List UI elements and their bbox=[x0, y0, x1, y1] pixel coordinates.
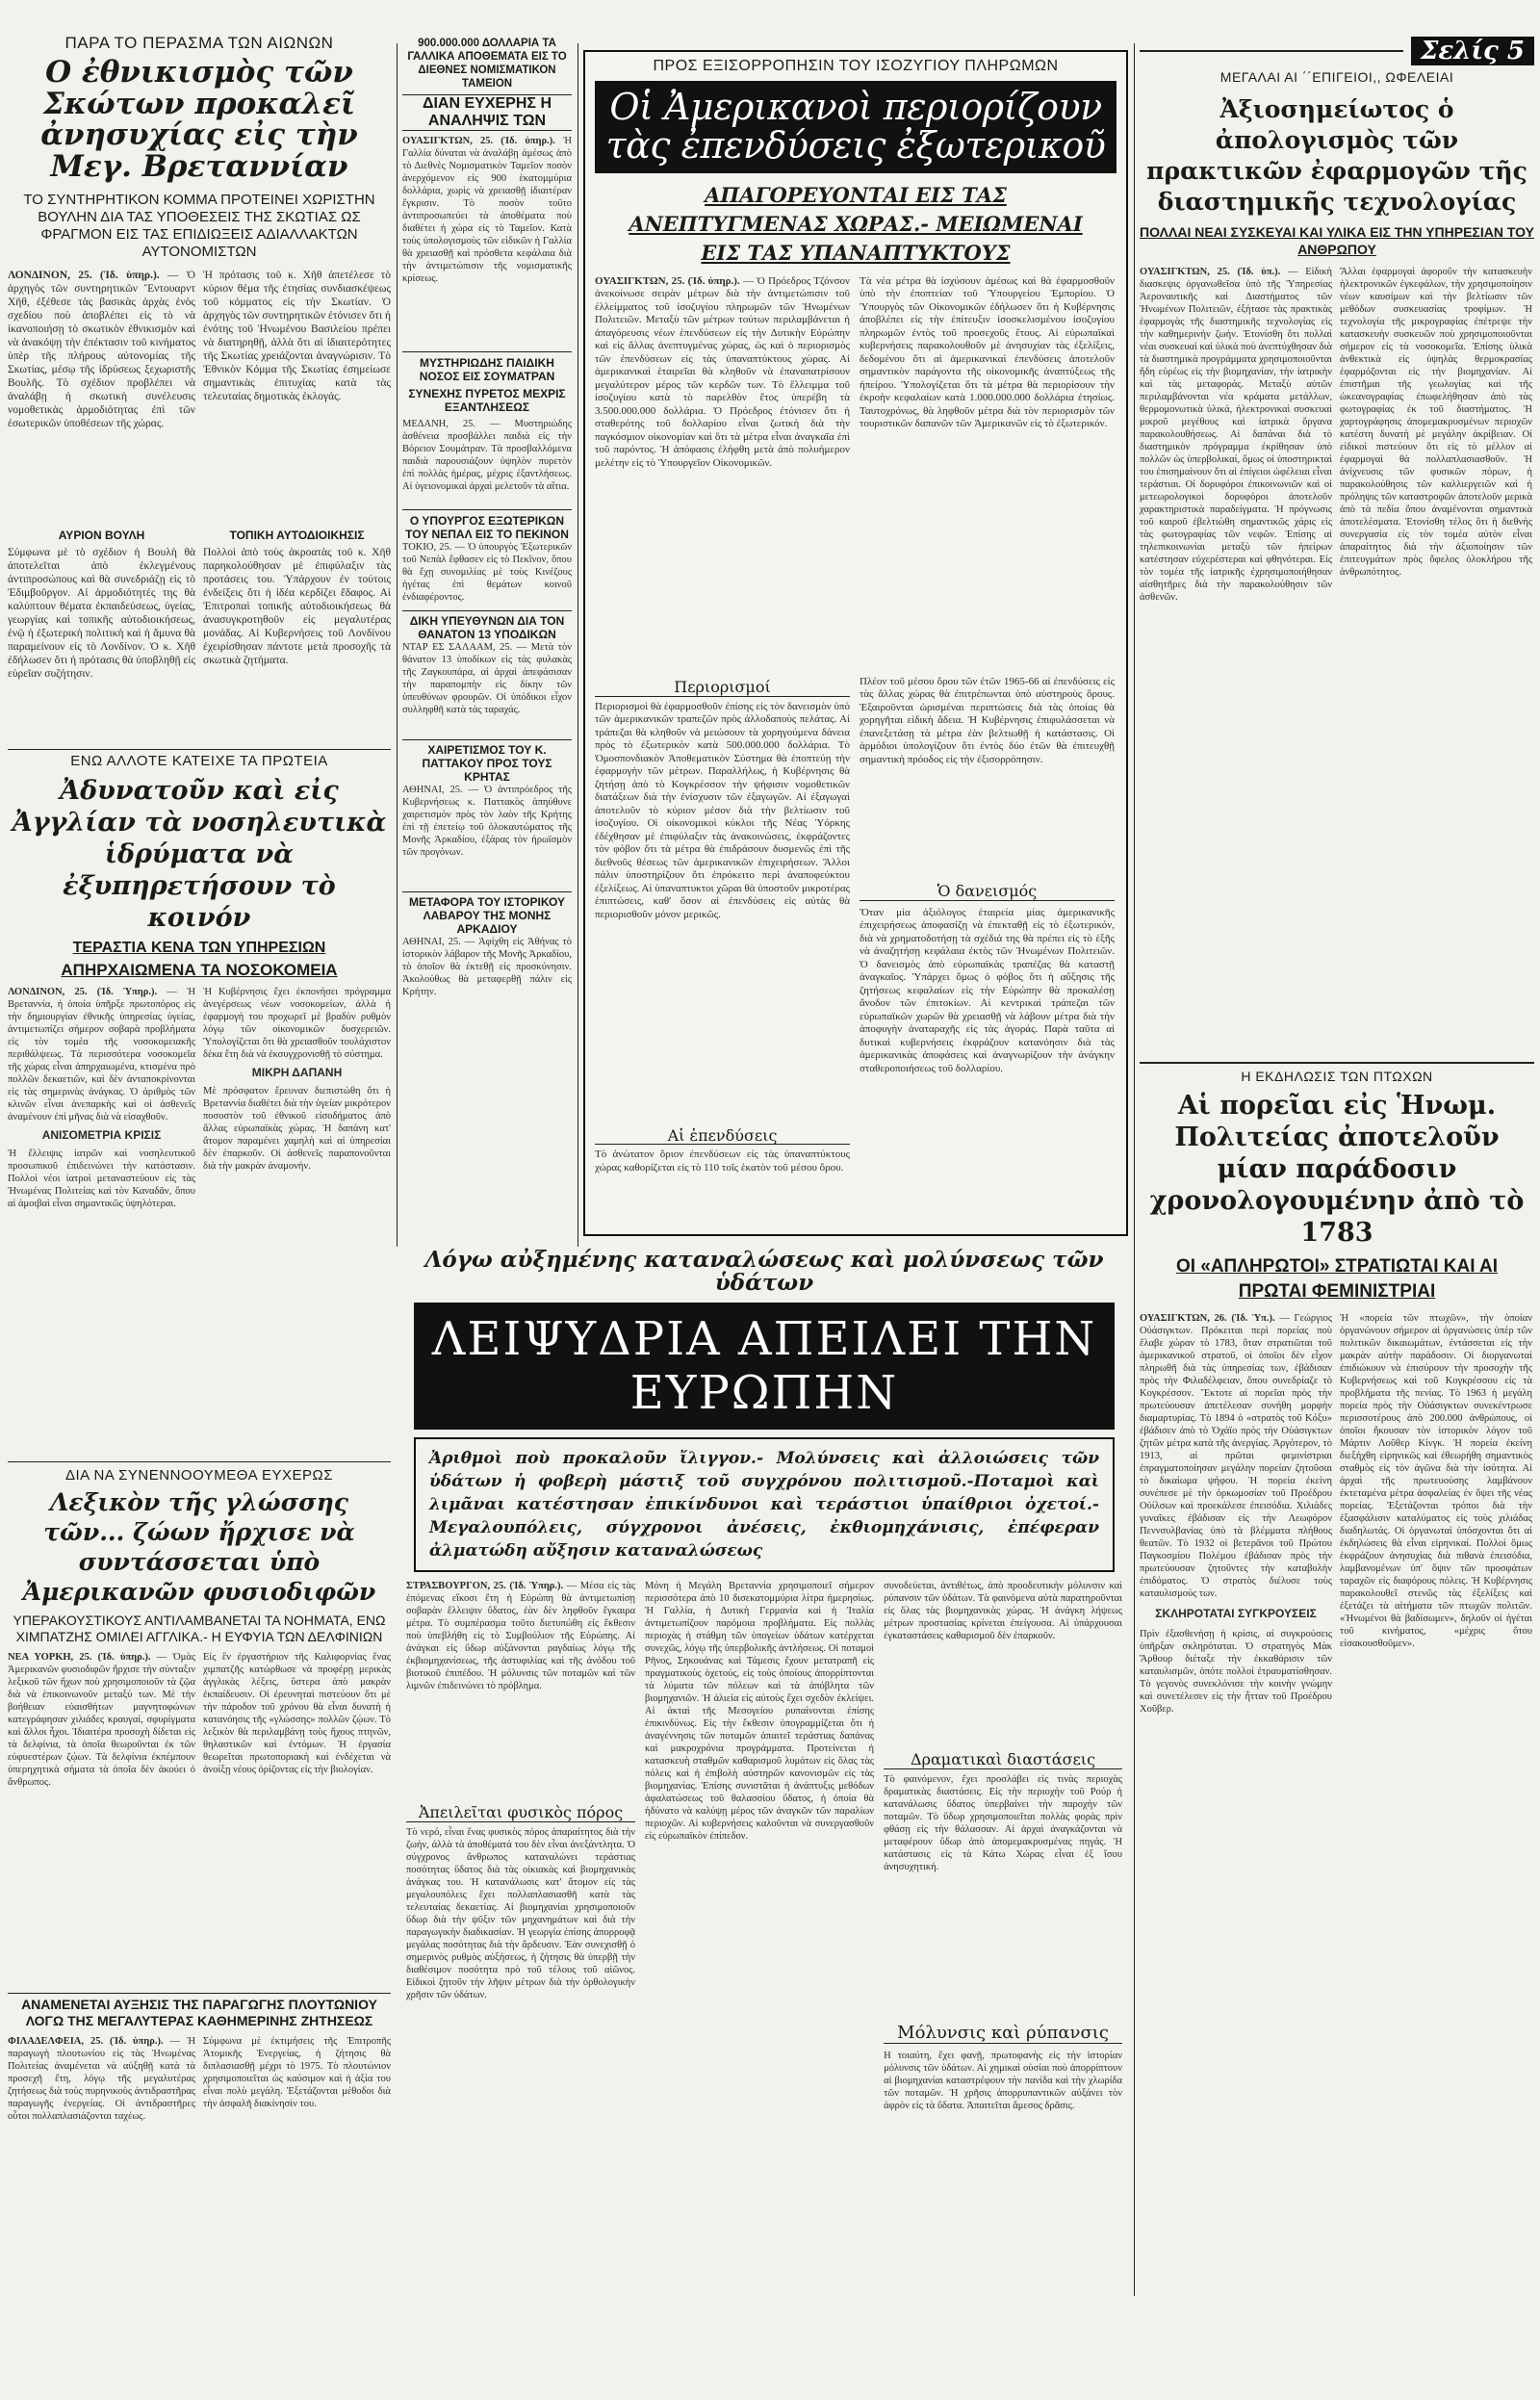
story-divider bbox=[402, 509, 572, 510]
story-us-investment: ΠΡΟΣ ΕΞΙΣΟΡΡΟΠΗΣΙΝ ΤΟΥ ΙΣΟΖΥΓΙΟΥ ΠΛΗΡΩΜΩΝ Οἱ Ἀμερικανοὶ περιορίζουν τὰς ἐπενδύσεις ἐξωτερικοῦ ΑΠΑΓΟΡΕΥΟΝΤΑΙ ΕΙΣ ΤΑΣ ΑΝΕΠΤΥΓΜΕΝΑΣ ΧΩΡΑΣ.- ΜΕΙΩΜΕΝΑΙ ΕΙΣ ΤΑΣ ΥΠΑΝΑΠΤΥΚΤΟΥΣ ΟΥΑΣΙΓΚΤΩΝ, 25. (Ἰδ. ὑπηρ.). — Ὁ Πρόεδρος Τζόνσον ἀνεκοίνωσε σειρὰν μέτρων διὰ τὴν ἀντιμετώπισιν τοῦ ἐλλείμματος τοῦ ἰσοζυγίου πληρωμῶν τῶν Ἡνωμένων Πολιτειῶν. Μεταξὺ τῶν μέτρων τούτων περιλαμβάνεται ἡ ἀπαγόρευσις νέων ἐπενδύσεων εἰς τὴν Δυτικὴν Εὐρώπην καὶ εἰς ἄλλας ἀνεπτυγμένας χώρας, ὡς καὶ ὁ περιορισμὸς τῶν ἐπενδύσεων εἰς τὰς ὑπαναπτύκτους χώρας. Αἱ ἀμερικανικαὶ ἑταιρεῖαι θὰ κληθοῦν νὰ ἐπαναπατρίσουν μεγαλύτερον μέρος τῶν κερδῶν των. Τὸ ἔλλειμμα τοῦ ἰσοζυγίου κατὰ τὸ παρελθὸν ἔτος ὑπερέβη τὰ 3.500.000.000 δολλάρια. Ὁ Πρόεδρος ἐτόνισεν ὅτι ἡ σταθερότης τοῦ δολλαρίου εἶναι ζωτικὴ διὰ τὴν παγκόσμιον οἰκονομίαν καὶ ὅτι τὰ μέτρα εἶναι ἀναγκαῖα ἐπὶ τοῦ παρόντος. Ἡ ἀπόφασις ἐλήφθη μετὰ ἀπὸ πολυήμερον μελέτην εἰς τὸ Ὑπουργεῖον Οἰκονομικῶν. Τὰ νέα μέτρα θὰ ἰσχύσουν ἀμέσως καὶ θὰ ἐφαρμοσθοῦν ὑπὸ τὴν ἐποπτείαν τοῦ Ὑπουργείου Ἐμπορίου. Ὁ Ὑπουργὸς τῶν Οἰκονομικῶν ἐδήλωσεν ὅτι ἡ Κυβέρνησις ἀποβλέπει εἰς τὴν ἐπίτευξιν ἰσοσκελισμένου ἰσοζυγίου πληρωμῶν ἐντὸς τοῦ προσεχοῦς ἔτους. Αἱ εὐρωπαϊκαὶ κυβερνήσεις παρακολουθοῦν μὲ ἀνησυχίαν τὰς ἐξελίξεις, δεδομένου ὅτι αἱ ἀμερικανικαὶ ἐπενδύσεις ἀποτελοῦν σημαντικὸν παράγοντα τῆς οἰκονομικῆς ἀναπτύξεως τῆς ἠπείρου. Ὑπολογίζεται ὅτι τὰ μέτρα θὰ περιορίσουν τὴν ἐκροὴν κεφαλαίων κατὰ 1.000.000.000 δολλάρια ἐτησίως. Ταυτοχρόνως, θὰ ληφθοῦν μέτρα διὰ τὸν περιορισμὸν τῶν τουριστικῶν δαπανῶν τῶν Ἀμερικανῶν εἰς τὸ ἐξωτερικόν. Περιορισμοί Περιορισμοὶ θὰ ἐφαρμοσθοῦν ἐπίσης εἰς τὸν δανεισμὸν ὑπὸ τῶν ἀμερικανικῶν τραπεζῶν πρὸς ἀλλοδαποὺς πελάτας. Αἱ τράπεζαι θὰ κληθοῦν νὰ μειώσουν τὰ χορηγούμενα δάνεια πρὸς τὸ ἐξωτερικὸν κατὰ 500.000.000 δολλάρια. Τὸ Ὁμοσπονδιακὸν Ἀποθεματικὸν Σύστημα θὰ ἐποπτεύῃ τὴν ἐφαρμογὴν τῶν μέτρων. Παραλλήλως, ἡ Κυβέρνησις θὰ ζητήσῃ ἀπὸ τὸ Κογκρέσσον τὴν ψήφισιν νομοθετικῶν διατάξεων διὰ τὴν ἐνίσχυσιν τῶν ἐξαγωγῶν. Αἱ ἐξαγωγαὶ ἀποτελοῦν τὸ κύριον μέσον διὰ τὴν βελτίωσιν τοῦ ἰσοζυγίου. Οἱ οἰκονομικοὶ κύκλοι τῆς Νέας Ὑόρκης ἐδέχθησαν μὲ ἐπιφύλαξιν τὰς ἀνακοινώσεις, ἐκφράζοντες τὸν φόβον ὅτι τὰ μέτρα θὰ ἐπιδράσουν δυσμενῶς ἐπὶ τῆς διεθνοῦς θέσεως τῶν ἀμερικανικῶν ἐπιχειρήσεων. Ἄλλοι πάλιν ὑποστηρίζουν ὅτι ἐπρόκειτο περὶ ἀναποφεύκτου ἐξελίξεως. Αἱ ὑπαναπτυκτοι χῶραι θὰ ὑποστοῦν μικροτέρας ἐπιπτώσεις, καθ' ὅσον αἱ ἐπενδύσεις εἰς αὐτὰς θὰ περιορισθοῦν μόνον μερικῶς. Αἱ ἐπενδύσεις Τὸ ἀνώτατον ὅριον ἐπενδύσεων εἰς τὰς ὑπαναπτύκτους χώρας καθορίζεται εἰς τὸ 110 τοῖς ἑκατὸν τοῦ μέσου ὅρου. Πλέον τοῦ μέσου ὅρου τῶν ἐτῶν 1965-66 αἱ ἐπενδύσεις εἰς τὰς ἄλλας χώρας θὰ ἐπιτρέπωνται ὑπὸ αὐστηροὺς ὅρους. Ἐξαιροῦνται ὡρισμέναι περιπτώσεις διὰ τὰς ὁποίας θὰ χορηγῆται εἰδικὴ ἄδεια. Ἡ Κυβέρνησις ἐπιφυλάσσεται νὰ ἐπανεξετάσῃ τὰ μέτρα ἐὰν βελτιωθῇ ἡ κατάστασις. Οἱ ἀρμόδιοι ὑπολογίζουν ὅτι ἐντὸς δύο ἐτῶν θὰ ἐπιτευχθῇ σημαντικὴ πρόοδος εἰς τὴν ἐξισορρόπησιν. Ὁ δανεισμός Ὅταν μία ἀξιόλογος ἑταιρεία μίας ἀμερικανικῆς ἐπιχειρήσεως ἀποφασίζῃ νὰ ἐπεκταθῇ εἰς τὸ ἐξωτερικόν, διὰ νὰ χρηματοδοτήσῃ τὰ σχέδιά της θὰ πρέπει εἰς τὸ ἑξῆς νὰ ἀναζητήσῃ κεφάλαια ἐκτὸς τῶν Ἡνωμένων Πολιτειῶν. Ὁ δανεισμὸς ἀπὸ εὐρωπαϊκὰς τραπέζας θὰ καταστῇ ἀναγκαῖος. Ὑπάρχει ὅμως ὁ φόβος ὅτι ἡ αὔξησις τῆς ζητήσεως κεφαλαίων εἰς τὴν Εὐρώπην θὰ προκαλέσῃ ἄνοδον τῶν ἐπιτοκίων. Αἱ κεντρικαὶ τράπεζαι τῶν εὐρωπαϊκῶν χωρῶν θὰ χρειασθῇ νὰ λάβουν μέτρα διὰ τὴν ἀποφυγὴν ἀναταραχῆς εἰς τὰς ἀγοράς. Παρὰ ταῦτα αἱ δυτικαὶ κυβερνήσεις ἐκφράζουν κατανόησιν διὰ τὰς ἀμερικανικὰς ἀποφάσεις καὶ ἀναγνωρίζουν τὴν ἀνάγκην σταθεροποιήσεως τοῦ δολλαρίου. bbox=[583, 50, 1128, 1236]
headline: ΛΕΙΨΥΔΡΙΑ ΑΠΕΙΛΕΙ ΤΗΝ ΕΥΡΩΠΗΝ bbox=[414, 1303, 1115, 1430]
headline: Ο ἐθνικισμὸς τῶν Σκώτων προκαλεῖ ἀνησυχίας εἰς τὴν Μεγ. Βρεταννίαν bbox=[40, 55, 358, 184]
deck: Ἀριθμοὶ ποὺ προκαλοῦν ἴλιγγον.- Μολύνσεις καὶ ἀλλοιώσεις τῶν ὑδάτων ἡ φοβερὴ μάστιξ τοῦ συγχρόνου πολιτισμοῦ.-Ποταμοὶ καὶ λιμᾶναι κατέστησαν ἐπικίνδυνοι καὶ τεράστιοι ὑπαίθριοι ὀχετοί.- Μεγαλουπόλεις, σύγχρονοι ἀνέσεις, ἐκθιομηχάνισις, ἐπέφεραν ἀλματώδη αὔξησιν καταναλώσεως bbox=[414, 1437, 1115, 1572]
kicker: Λόγω αὐξημένης καταναλώσεως καὶ μολύνσεως τῶν ὑδάτων bbox=[424, 1247, 1104, 1297]
kicker: Η ΕΚΔΗΛΩΣΙΣ ΤΩΝ ΠΤΩΧΩΝ bbox=[1241, 1069, 1433, 1084]
headline: ΜΕΤΑΦΟΡΑ ΤΟΥ ΙΣΤΟΡΙΚΟΥ ΛΑΒΑΡΟΥ ΤΗΣ ΜΟΝΗΣ ΑΡΚΑΔΙΟΥ bbox=[402, 891, 572, 936]
story-space-tech: Σελίς 5 ΜΕΓΑΛΑΙ ΑΙ ΄΄ΕΠΙΓΕΙΟΙ,, ΩΦΕΛΕΙΑΙ Ἀξιοσημείωτος ὁ ἀπολογισμὸς τῶν πρακτικῶν ἐφαρμογῶν τῆς διαστημικῆς τεχνολογίας ΠΟΛΛΑΙ ΝΕΑΙ ΣΥΣΚΕΥΑΙ ΚΑΙ ΥΛΙΚΑ ΕΙΣ ΤΗΝ ΥΠΗΡΕΣΙΑΝ ΤΟΥ ΑΝΘΡΩΠΟΥ ΟΥΑΣΙΓΚΤΩΝ, 25. (Ἰδ. ὑπ.). — Εἰδικὴ διασκεψις ὀργανωθεῖσα ὑπὸ τῆς Ὑπηρεσίας Ἀεροναυτικῆς καὶ Διαστήματος τῶν Ἡνωμένων Πολιτειῶν, ἐξήτασε τὰς πρακτικὰς ἐφαρμογὰς τῆς διαστημικῆς τεχνολογίας εἰς τὴν καθημερινὴν ζωήν. Ἐτονίσθη ὅτι πολλαὶ νέαι συσκευαὶ καὶ ὑλικὰ ποὺ ἀνεπτύχθησαν διὰ τὰ διαστημικὰ προγράμματα χρησιμοποιοῦνται ἤδη εὐρέως εἰς τὴν βιομηχανίαν, τὴν ἰατρικὴν καὶ τὰς μεταφοράς. Μεταξὺ αὐτῶν περιλαμβάνονται νέα κράματα μετάλλων, θερμομονωτικὰ ὑλικά, ἠλεκτρονικαὶ συσκευαὶ μικροῦ μεγέθους καὶ ἰατρικὰ ὄργανα παρακολουθήσεως. Αἱ δαπάναι διὰ τὸ διαστημικὸν πρόγραμμα ἐκρίθησαν ὑπὸ πολλῶν ὡς ὑπερβολικαί, ὅμως οἱ ὑποστηρικταὶ του ἐπισημαίνουν ὅτι αἱ ἐπίγειοι ὠφέλειαι εἶναι τεράστιαι. Οἱ δορυφόροι ἐπικοινωνιῶν καὶ οἱ μετεωρολογικοὶ δορυφόροι ἀποτελοῦν χαρακτηριστικὰ παραδείγματα. Ἡ πρόγνωσις τοῦ καιροῦ ἐβελτιώθη σημαντικῶς χάρις εἰς τὰς φωτογραφίας τῶν νεφῶν. Ἐπίσης αἱ τηλεπικοινωνίαι μεταξὺ τῶν ἠπείρων κατέστησαν εὐχερέστεραι καὶ φθηνότεραι. Εἰς τὸν τομέα τῆς ἰατρικῆς ἐχρησιμοποιήθησαν αἰσθητῆρες διὰ τὴν παρακολούθησιν τῶν ἀσθενῶν. Ἄλλαι ἐφαρμογαὶ ἀφοροῦν τὴν κατασκευὴν ἠλεκτρονικῶν ἐγκεφάλων, τὴν χρησιμοποίησιν νέων καυσίμων καὶ τὴν βελτίωσιν τῶν μεθόδων συσκευασίας τροφίμων. Ἡ τεχνολογία τῆς μικρογραφίας ἐπέτρεψε τὴν κατασκευὴν συσκευῶν ποὺ χρησιμοποιοῦνται σήμερον εἰς τὰ νοσοκομεῖα. Ἐπίσης ὑλικὰ ἀνθεκτικὰ εἰς ὑψηλὰς θερμοκρασίας ἐφαρμόζονται εἰς τὴν βιομηχανίαν. Αἱ ἐπιστῆμαι τῆς γεωλογίας καὶ τῆς ὠκεανογραφίας ἐπωφελήθησαν ἀπὸ τὰς φωτογραφίας ἐκ τοῦ διαστήματος. Ἡ χαρτογράφησις ἀπομεμακρυσμένων περιοχῶν κατέστη δυνατὴ μὲ μεγάλην ἀκρίβειαν. Οἱ εἰδικοὶ πιστεύουν ὅτι εἰς τὸ μέλλον αἱ ἐφαρμογαὶ θὰ πολλαπλασιασθοῦν. Ἡ ἀνίχνευσις τῶν φυσικῶν πόρων, ἡ παρακολούθησις τῶν καλλιεργειῶν καὶ ἡ πρόληψις τῶν καταστροφῶν ἀποτελοῦν μερικὰ ἀπὸ τὰ πεδία ὅπου ἀναμένονται σημαντικὰ ἀποτελέσματα. Ἐτονίσθη τέλος ὅτι ἡ διεθνὴς συνεργασία εἰς τὸν τομέα αὐτὸν εἶναι ἀπαραίτητος διὰ τὴν ἀξιοποίησιν τῶν ἐπιτευγμάτων πρὸς ὄφελος ὁλοκλήρου τῆς ἀνθρωπότητος. bbox=[1140, 37, 1534, 603]
section-head: Περιορισμοί bbox=[595, 680, 850, 697]
headline: ΧΑΙΡΕΤΙΣΜΟΣ ΤΟΥ Κ. ΠΑΤΤΑΚΟΥ ΠΡΟΣ ΤΟΥΣ ΚΡΗΤΑΣ bbox=[402, 739, 572, 784]
dateline: ΣΤΡΑΣΒΟΥΡΓΟΝ, 25. (Ἰδ. Ὑπηρ.). bbox=[406, 1581, 564, 1592]
headline: ΑΝΑΜΕΝΕΤΑΙ ΑΥΞΗΣΙΣ ΤΗΣ ΠΑΡΑΓΩΓΗΣ ΠΛΟΥΤΩΝΙΟΥ ΛΟΓΩ ΤΗΣ ΜΕΓΑΛΥΤΕΡΑΣ ΚΑΘΗΜΕΡΙΝΗΣ ΖΗΤΗΣΕΩΣ bbox=[21, 1997, 377, 2028]
dateline: ΟΥΑΣΙΓΚΤΩΝ, 25. (Ἰδ. ὑπηρ.). bbox=[595, 274, 740, 287]
headline: Ἀδυνατοῦν καὶ εἰς Ἀγγλίαν τὰ νοσηλευτικὰ ἱδρύματα νὰ ἐξυπηρετήσουν τὸ κοινόν bbox=[12, 776, 387, 933]
dateline: ΦΙΛΑΔΕΛΦΕΙΑ, 25. (Ἰδ. ὑπηρ.). bbox=[8, 2036, 164, 2047]
kicker: ΔΙΑ ΝΑ ΣΥΝΕΝΝΟΟΥΜΕΘΑ ΕΥΧΕΡΩΣ bbox=[64, 1467, 334, 1484]
story-water-shortage: Λόγω αὐξημένης καταναλώσεως καὶ μολύνσεως τῶν ὑδάτων ΛΕΙΨΥΔΡΙΑ ΑΠΕΙΛΕΙ ΤΗΝ ΕΥΡΩΠΗΝ Ἀριθμοὶ ποὺ προκαλοῦν ἴλιγγον.- Μολύνσεις καὶ ἀλλοιώσεις τῶν ὑδάτων ἡ φοβερὴ μάστιξ τοῦ συγχρόνου πολιτισμοῦ.-Ποταμοὶ καὶ λιμᾶναι κατέστησαν ἐπικίνδυνοι καὶ τεράστιοι ὑπαίθριοι ὀχετοί.- Μεγαλουπόλεις, σύγχρονοι ἀνέσεις, ἐκθιομηχάνισις, ἐπέφεραν ἀλματώδη αὔξησιν καταναλώσεως ΣΤΡΑΣΒΟΥΡΓΟΝ, 25. (Ἰδ. Ὑπηρ.). — Μέσα εἰς τὰς ἐπόμενας εἴκοσι ἔτη ἡ Εὐρώπη θὰ ἀντιμετωπίσῃ σοβαρὰν ἔλλειψιν ὕδατος, ἐὰν δὲν ληφθοῦν ἔγκαιρα μέτρα. Τὸ συμπέρασμα τοῦτο διετυπώθη εἰς ἔκθεσιν ποὺ ὑπεβλήθη εἰς τὸ Συμβούλιον τῆς Εὐρώπης. Αἱ ἀνάγκαι εἰς ὕδωρ αὐξάνονται ραγδαίως λόγῳ τῆς ἐκβιομηχανίσεως, τῆς ἀστυφιλίας καὶ τῆς ἀνόδου τοῦ βιοτικοῦ ἐπιπέδου. Ἡ μόλυνσις τῶν ποταμῶν καὶ τῶν λιμνῶν ἐπιδεινώνει τὸ πρόβλημα. Ἀπειλεῖται φυσικὸς πόρος Τὸ νερό, εἶναι ἕνας φυσικὸς πόρος ἀπαραίτητος διὰ τὴν ζωήν, ἀλλὰ τὰ ἀποθέματά του δὲν εἶναι ἀνεξάντλητα. Ὁ σύγχρονος ἄνθρωπος καταναλώνει τεράστιας ποσότητας ὕδατος διὰ τὰς οἰκιακὰς καὶ βιομηχανικὰς ἀνάγκας του. Ἡ κατανάλωσις κατ' ἄτομον εἰς τὰς μεγαλουπόλεις ἔχει πολλαπλασιασθῆ κατὰ τὰς τελευταίας δεκαετίας. Αἱ βιομηχανίαι χρησιμοποιοῦν ὕδωρ διὰ τὴν ψῦξιν τῶν μηχανημάτων καὶ διὰ τὴν παραγωγικὴν διαδικασίαν. Ἡ γεωργία ἐπίσης ἀπορροφᾷ μεγάλας ποσότητας διὰ τὴν ἄρδευσιν. Ἐὰν συνεχισθῇ ὁ σημερινὸς ρυθμὸς αὐξήσεως, ἡ ζήτησις θὰ ὑπερβῇ τὴν διαθέσιμον ποσότητα πρὸ τοῦ τέλους τοῦ αἰῶνος. Εἰδικοὶ ζητοῦν τὴν λῆψιν μέτρων διὰ τὴν ὀρθολογικὴν χρῆσιν τῶν ὑδάτων. Μόνη ἡ Μεγάλη Βρεταννία χρησιμοποιεῖ σήμερον περισσότερα ἀπὸ 10 δισεκατομμύρια λίτρα ἡμερησίως. Ἡ Γαλλία, ἡ Δυτικὴ Γερμανία καὶ ἡ Ἰταλία ἀντιμετωπίζουν παρόμοια προβλήματα. Εἰς πολλὰς περιοχὰς ἡ στάθμη τῶν ὑπογείων ὑδάτων κατέρχεται συνεχῶς, λόγῳ τῆς ὑπερβολικῆς ἀντλήσεως. Οἱ ποταμοὶ Ρῆνος, Σηκουάνας καὶ Τάμεσις ἔχουν μετατραπῆ εἰς πραγματικοὺς ὀχετούς, εἰς τοὺς ὁποίους ἀπορρίπτονται τὰ λύματα τῶν πόλεων καὶ τὰ ἀπόβλητα τῶν βιομηχανιῶν. Ἡ ἁλιεία εἰς αὐτοὺς ἔχει σχεδὸν ἐκλείψει. Αἱ ἀκταὶ τῆς Μεσογείου ρυπαίνονται ἐπίσης ἐπικινδύνως. Εἰς τὴν ἔκθεσιν ὑπογραμμίζεται ὅτι ἡ ἀναγέννησις τῶν ποταμῶν ἀπαιτεῖ τεράστιας δαπάνας καὶ μακροχρόνια προγράμματα. Προτείνεται ἡ κατασκευὴ σταθμῶν καθαρισμοῦ λυμάτων εἰς ὅλας τὰς πόλεις καὶ ἡ ἐπιβολὴ αὐστηρῶν κανονισμῶν εἰς τὰς βιομηχανίας. Ἐπίσης συνιστᾶται ἡ ἀνάπτυξις μεθόδων ἀφαλατώσεως τοῦ θαλασσίου ὕδατος, ἡ ὁποία θὰ ἠδύνατο νὰ καλύψῃ μέρος τῶν ἀναγκῶν τῶν παραλίων περιοχῶν. Αἱ κυβερνήσεις καλοῦνται νὰ συνεργασθοῦν εἰς εὐρωπαϊκὸν ἐπίπεδον. συνοδεύεται, ἀντιθέτως, ἀπὸ προοδευτικὴν μόλυνσιν καὶ ρύπανσιν τῶν ὑδάτων. Τὰ φαινόμενα αὐτὰ παρατηροῦνται εἰς ὅλας τὰς βιομηχανικὰς χώρας. Ἡ ἀνάγκη λήψεως μέτρων προστασίας κρίνεται ἐπείγουσα. Αἱ ὑπάρχουσαι ἐγκαταστάσεις καθαρισμοῦ δὲν ἐπαρκοῦν. Δραματικαὶ διαστάσεις Τὸ φαινόμενον, ἔχει προσλάβει εἰς τινὰς περιοχὰς δραματικὰς διαστάσεις. Εἰς τὴν περιοχὴν τοῦ Ρούρ ἡ κατανάλωσις ὕδατος ὑπερβαίνει τὴν παροχὴν τῶν ποταμῶν. Τὸ ὕδωρ χρησιμοποιεῖται πολλὰς φορὰς πρὶν φθάσῃ εἰς τὴν θάλασσαν. Αἱ ἀρχαὶ ἀναγκάζονται νὰ μεταφέρουν ὕδωρ ἀπὸ ἀπομεμακρυσμένας πηγάς. Ἡ κατάστασις εἰς τὰ Κάτω Χώρας εἶναι ἐξ ἴσου ἀνησυχητική. Μόλυνσις καὶ ρύπανσις Η τοιαύτη, ἔχει φανῇ, πρωτοφανὴς εἰς τὴν ἱστορίαν μόλυνσις τῶν ὑδάτων. Αἱ χημικαὶ οὐσίαι ποὺ ἀπορρίπτουν αἱ βιομηχανίαι καταστρέφουν τὴν πανίδα καὶ τὴν χλωρίδα τῶν ποταμῶν. Ἡ χρῆσις ἀπορρυπαντικῶν αὐξάνει τὸν ἀφρὸν εἰς τὰ ὕδατα. Ἀπαιτεῖται ἄμεσος δρᾶσις. bbox=[398, 1247, 1130, 2296]
story-divider bbox=[8, 1461, 391, 1462]
inner-head: ΤΟΠΙΚΗ ΑΥΤΟΔΙΟΙΚΗΣΙΣ bbox=[229, 529, 365, 543]
headline: Ἀξιοσημείωτος ὁ ἀπολογισμὸς τῶν πρακτικῶν ἐφαρμογῶν τῆς διαστημικῆς τεχνολογίας bbox=[1146, 95, 1527, 216]
headline: Ο ΥΠΟΥΡΓΟΣ ΕΞΩΤΕΡΙΚΩΝ ΤΟΥ ΝΕΠΑΛ ΕΙΣ ΤΟ ΠΕΚΙΝΟΝ bbox=[405, 514, 569, 541]
dateline: ΟΥΑΣΙΓΚΤΩΝ, 26. (Ἰδ. Ὑπ.). bbox=[1140, 1313, 1275, 1324]
story-french-reserves: 900.000.000 ΔΟΛΛΑΡΙΑ ΤΑ ΓΑΛΛΙΚΑ ΑΠΟΘΕΜΑΤΑ ΕΙΣ ΤΟ ΔΙΕΘΝΕΣ ΝΟΜΙΣΜΑΤΙΚΟΝ ΤΑΜΕΙΟΝ ΔΙΑΝ ΕΥΧΕΡΗΣ Η ΑΝΑΛΗΨΙΣ ΤΩΝ ΟΥΑΣΙΓΚΤΩΝ, 25. (Ἰδ. ὑπηρ.). Ἡ Γαλλία δύναται νὰ ἀναλάβῃ ἀμέσως ἀπὸ τὸ Διεθνὲς Νομισματικὸν Ταμεῖον ποσὸν ἀνερχόμενον εἰς 900 ἑκατομμύρια δολλάρια, χωρὶς νὰ χρειασθῇ ἰδιαιτέραν ἔγκρισιν. Τὸ ποσὸν τοῦτο ἀντιπροσωπεύει τὰ ἀποθέματα ποὺ διαθέτει ἡ χώρα εἰς τὸ Ταμεῖον. Κατὰ τοὺς ὑπολογισμοὺς τῶν εἰδικῶν ἡ Γαλλία θὰ χρειασθῇ καὶ πρόσθετα κεφάλαια διὰ τὴν ἀντιμετώπισιν τῆς νομισματικῆς κρίσεως. ΜΥΣΤΗΡΙΩΔΗΣ ΠΑΙΔΙΚΗ ΝΟΣΟΣ ΕΙΣ ΣΟΥΜΑΤΡΑΝ ΣΥΝΕΧΗΣ ΠΥΡΕΤΟΣ ΜΕΧΡΙΣ ΕΞΑΝΤΛΗΣΕΩΣ ΜΕΔΑΝΗ, 25. — Μυστηριώδης ἀσθένεια προσβάλλει παιδιὰ εἰς τὴν Βόρειον Σουμάτραν. Τὰ προσβαλλόμενα παιδιὰ παρουσιάζουν ὑψηλὸν πυρετὸν ἐπὶ πολλὰς ἡμέρας, μέχρις ἐξαντλήσεως. Αἱ ὑγειονομικαὶ ἀρχαὶ μελετοῦν τὰ αἴτια. Ο ΥΠΟΥΡΓΟΣ ΕΞΩΤΕΡΙΚΩΝ ΤΟΥ ΝΕΠΑΛ ΕΙΣ ΤΟ ΠΕΚΙΝΟΝ ΤΟΚΙΟ, 25. — Ὁ ὑπουργὸς Ἐξωτερικῶν τοῦ Νεπὰλ ἔφθασεν εἰς τὸ Πεκῖνον, ὅπου θὰ ἔχῃ συνομιλίας μὲ τοὺς Κινέζους ἡγέτας ἐπὶ θεμάτων κοινοῦ ἐνδιαφέροντος. ΔΙΚΗ ΥΠΕΥΘΥΝΩΝ ΔΙΑ ΤΟΝ ΘΑΝΑΤΟΝ 13 ΥΠΟΔΙΚΩΝ ΝΤΑΡ ΕΣ ΣΑΛΑΑΜ, 25. — Μετὰ τὸν θάνατον 13 ὑποδίκων εἰς τὰς φυλακὰς τῆς Ζαγκουπάρα, αἱ ἀρχαὶ ἀπεφάσισαν τὴν παραπομπὴν εἰς δίκην τῶν ὑπευθύνων φρουρῶν. Οἱ ὑπόδικοι εἶχον συλληφθῆ κατὰ τὰς ταραχάς. ΧΑΙΡΕΤΙΣΜΟΣ ΤΟΥ Κ. ΠΑΤΤΑΚΟΥ ΠΡΟΣ ΤΟΥΣ ΚΡΗΤΑΣ ΑΘΗΝΑΙ, 25. — Ὁ ἀντιπρόεδρος τῆς Κυβερνήσεως κ. Παττακὸς ἀπηύθυνε χαιρετισμὸν πρὸς τὸν λαὸν τῆς Κρήτης ἐπὶ τῇ ἐπετείῳ τοῦ ὁλοκαυτώματος τῆς Μονῆς Ἀρκαδίου, ἐξάρας τὸν ἡρωϊσμὸν τῶν προγόνων. ΜΕΤΑΦΟΡΑ ΤΟΥ ΙΣΤΟΡΙΚΟΥ ΛΑΒΑΡΟΥ ΤΗΣ ΜΟΝΗΣ ΑΡΚΑΔΙΟΥ ΑΘΗΝΑΙ, 25. — Ἀφίχθη εἰς Ἀθήνας τὸ ἱστορικὸν λάβαρον τῆς Μονῆς Ἀρκαδίου, τὸ ὁποῖον θὰ ἐκτεθῇ εἰς προσκύνησιν. Ἀκολούθως θὰ μεταφερθῇ πάλιν εἰς Κρήτην. bbox=[402, 38, 572, 997]
section-head: Ὁ δανεισμός bbox=[860, 884, 1115, 901]
subhead: ΑΠΗΡΧΑΙΩΜΕΝΑ ΤΑ ΝΟΣΟΚΟΜΕΙΑ bbox=[61, 961, 338, 979]
kicker: ΕΝΩ ΑΛΛΟΤΕ ΚΑΤΕΙΧΕ ΤΑ ΠΡΩΤΕΙΑ bbox=[70, 753, 328, 769]
inner-head: ΜΙΚΡΗ ΔΑΠΑΝΗ bbox=[251, 1066, 343, 1079]
dateline: ΟΥΑΣΙΓΚΤΩΝ, 25. (Ἰδ. ὑπηρ.). bbox=[402, 136, 555, 146]
section-title: ΜΕΓΑΛΑΙ ΑΙ ΄΄ΕΠΙΓΕΙΟΙ,, ΩΦΕΛΕΙΑΙ bbox=[1219, 69, 1454, 85]
story-divider bbox=[8, 1993, 391, 1994]
subhead: ΤΕΡΑΣΤΙΑ ΚΕΝΑ ΤΩΝ ΥΠΗΡΕΣΙΩΝ bbox=[72, 940, 326, 956]
subhead: ΔΙΑΝ ΕΥΧΕΡΗΣ Η ΑΝΑΛΗΨΙΣ ΤΩΝ bbox=[402, 94, 572, 131]
section-head: Ἀπειλεῖται φυσικὸς πόρος bbox=[406, 1805, 635, 1822]
dateline: ΟΥΑΣΙΓΚΤΩΝ, 25. (Ἰδ. ὑπ.). bbox=[1140, 267, 1281, 277]
dateline: ΛΟΝΔΙΝΟΝ, 25. (Ἰδ. ὑπηρ.). bbox=[8, 270, 160, 282]
story-scotland: ΠΑΡΑ ΤΟ ΠΕΡΑΣΜΑ ΤΩΝ ΑΙΩΝΩΝ Ο ἐθνικισμὸς τῶν Σκώτων προκαλεῖ ἀνησυχίας εἰς τὴν Μεγ. Βρεταννίαν ΤΟ ΣΥΝΤΗΡΗΤΙΚΟΝ ΚΟΜΜΑ ΠΡΟΤΕΙΝΕΙ ΧΩΡΙΣΤΗΝ ΒΟΥΛΗΝ ΔΙΑ ΤΑΣ ΥΠΟΘΕΣΕΙΣ ΤΗΣ ΣΚΩΤΙΑΣ ΩΣ ΦΡΑΓΜΟΝ ΕΙΣ ΤΑΣ ΕΠΙΔΙΩΞΕΙΣ ΑΔΙΑΛΛΑΚΤΩΝ ΑΥΤΟΝΟΜΙΣΤΩΝ ΛΟΝΔΙΝΟΝ, 25. (Ἰδ. ὑπηρ.). — Ὁ ἀρχηγὸς τῶν συντηρητικῶν Ἔντουαρντ Χῆθ, ἐξέθεσε τὰς βασικὰς ἀρχὰς ἑνὸς σχεδίου ποὺ ἀποβλέπει εἰς τὸ νὰ ἱκανοποιήσῃ τὸ σκωτικὸν ἐθνικισμὸν καὶ νὰ ἀνακόψῃ τὴν ἐπέκτασιν τοῦ κινήματος ὑπὲρ τῆς πλήρους αὐτονομίας τῆς Σκωτίας, μέσῳ τῆς ἱδρύσεως ξεχωριστῆς Βουλῆς. Τὸ σχέδιον προβλέπει νὰ ἀναλάβῃ ἡ σκωτικὴ συνέλευσις νομοθετικὰς ἁρμοδιότητας ἐπὶ τῶν ἐσωτερικῶν ὑποθέσεων τῆς χώρας. Ἡ πρότασις τοῦ κ. Χῆθ ἀπετέλεσε τὸ κύριον θέμα τῆς ἐτησίας συνδιασκέψεως τοῦ κόμματος εἰς τὴν Σκωτίαν. Ὁ ἀρχηγὸς τῶν συντηρητικῶν ἐτόνισεν ὅτι ἡ ἑνότης τοῦ Ἡνωμένου Βασιλείου πρέπει νὰ διατηρηθῇ, ἀλλὰ ὅτι αἱ ἰδιαιτερότητες τῆς Σκωτίας χρειάζονται ἀναγνώρισιν. Τὸ Ἐθνικὸν Κόμμα τῆς Σκωτίας ἐσημείωσε σημαντικὰς ἐπιτυχίας κατὰ τὰς τελευταίας δημοτικὰς ἐκλογάς. ΑΥΡΙΟΝ ΒΟΥΛΗ Σύμφωνα μὲ τὸ σχέδιον ἡ Βουλὴ θὰ ἀποτελεῖται ἀπὸ ἐκλεγμένους ἀντιπροσώπους καὶ θὰ συνεδριάζῃ εἰς τὸ Ἐδιμβοῦργον. Αἱ ἁρμοδιότητές της θὰ καλύπτουν θέματα ἐκπαιδεύσεως, ὑγείας, γεωργίας καὶ τοπικῆς αὐτοδιοικήσεως, ἐνῷ ἡ ἐξωτερικὴ πολιτικὴ καὶ ἡ ἄμυνα θὰ παραμείνουν εἰς τὸ Λονδίνον. Ὁ κ. Χῆθ ἐδήλωσεν ὅτι ἡ πρότασις θὰ ὑποβληθῇ εἰς εὐρεῖαν συζήτησιν. ΤΟΠΙΚΗ ΑΥΤΟΔΙΟΙΚΗΣΙΣ Πολλοὶ ἀπὸ τοὺς ἀκροατὰς τοῦ κ. Χῆθ παρηκολούθησαν μὲ ἐπιφύλαξιν τὰς προτάσεις του. Ὑπάρχουν ἐν τούτοις ἐνδείξεις ὅτι ἡ ἰδέα κερδίζει ἔδαφος. Αἱ Ἐπιτροπαὶ τοπικῆς αὐτοδιοικήσεως θὰ ἀνασυγκροτηθοῦν εἰς μεγαλυτέρας μονάδας. Αἱ Κυβερνήσεις τοῦ Λονδίνου ἐχειρίσθησαν πάντοτε μετὰ προσοχῆς τὰ σκωτικὰ ζητήματα. bbox=[8, 34, 391, 681]
inner-head: ΑΥΡΙΟΝ ΒΟΥΛΗ bbox=[58, 529, 145, 543]
headline: Λεξικὸν τῆς γλώσσης τῶν... ζώων ἤρχισε νὰ συντάσσεται ὑπὸ Ἀμερικανῶν φυσιοδιφῶν bbox=[22, 1488, 376, 1606]
section-head: Μόλυνσις καὶ ρύπανσις bbox=[884, 2025, 1122, 2044]
inner-head: ΑΝΙΣΟΜΕΤΡΙΑ ΚΡΙΣΙΣ bbox=[41, 1128, 162, 1142]
dateline: ΝΕΑ ΥΟΡΚΗ, 25. (Ἰδ. ὑπηρ.). bbox=[8, 1652, 151, 1663]
story-divider bbox=[8, 749, 391, 750]
story-divider bbox=[1140, 1062, 1534, 1064]
headline: Αἱ πορεῖαι εἰς Ἡνωμ. Πολιτείας ἀποτελοῦν μίαν παράδοσιν χρονολογουμένην ἀπὸ τὸ 1783 bbox=[1149, 1091, 1525, 1248]
subhead: ΠΟΛΛΑΙ ΝΕΑΙ ΣΥΣΚΕΥΑΙ ΚΑΙ ΥΛΙΚΑ ΕΙΣ ΤΗΝ ΥΠΗΡΕΣΙΑΝ ΤΟΥ ΑΝΘΡΩΠΟΥ bbox=[1140, 224, 1534, 257]
section-head: Δραματικαὶ διαστάσεις bbox=[884, 1752, 1122, 1769]
masthead-rule bbox=[1140, 50, 1403, 52]
story-marches: Η ΕΚΔΗΛΩΣΙΣ ΤΩΝ ΠΤΩΧΩΝ Αἱ πορεῖαι εἰς Ἡνωμ. Πολιτείας ἀποτελοῦν μίαν παράδοσιν χρονολογουμένην ἀπὸ τὸ 1783 ΟΙ «ΑΠΛΗΡΩΤΟΙ» ΣΤΡΑΤΙΩΤΑΙ ΚΑΙ ΑΙ ΠΡΩΤΑΙ ΦΕΜΙΝΙΣΤΡΙΑΙ ΟΥΑΣΙΓΚΤΩΝ, 26. (Ἰδ. Ὑπ.). — Γεώργιος Οὐάσιγκτων. Πρόκειται περὶ πορείας ποὺ ἔλαβε χώραν τὸ 1783, ὅταν στρατιῶται τοῦ ἀμερικανικοῦ στρατοῦ, οἱ ὁποῖοι δὲν εἶχον πληρωθῆ διὰ τὰς ὑπηρεσίας των, ἐβάδισαν πρὸς τὴν Φιλαδέλφειαν, ὅπου συνεδρίαζε τὸ Κογκρέσσον. Ἔκτοτε αἱ πορεῖαι πρὸς τὴν πρωτεύουσαν ἀπετέλεσαν συνήθη μορφὴν διαμαρτυρίας. Τὸ 1894 ὁ «στρατὸς τοῦ Κόξυ» ἐβάδισεν ἀπὸ τὸ Ὀχάϊο πρὸς τὴν Οὐάσιγκτων ζητῶν μέτρα κατὰ τῆς ἀνεργίας. Ἀργότερον, τὸ 1913, αἱ πρῶται φεμινίστριαι ἐπραγματοποίησαν μεγάλην πορείαν ζητοῦσαι τὸ δικαίωμα ψήφου. Ἡ πορεία ἐκείνη συνέπεσε μὲ τὴν ὁρκωμοσίαν τοῦ Προέδρου Οὐίλσων καὶ προεκάλεσε ἐπεισόδια. Χιλιάδες γυναῖκες ἐβάδισαν εἰς τὴν Λεωφόρον Πεννσυλβανίας ὑπὸ τὰ βλέμματα πλήθους θεατῶν. Τὸ 1932 οἱ βετερᾶνοι τοῦ Πρώτου Παγκοσμίου Πολέμου ἐβάδισαν πρὸς τὴν πρωτεύουσαν ζητοῦντες τὴν καταβολὴν ἐπιδόματος. Ὁ στρατὸς διέλυσε τοὺς καταυλισμούς των. ΣΚΛΗΡΟΤΑΤΑΙ ΣΥΓΚΡΟΥΣΕΙΣ Πρὶν ἐξασθενήσῃ ἡ κρίσις, αἱ συγκρούσεις ὑπῆρξαν σκληρόταται. Ὁ στρατηγὸς Μὰκ Ἄρθουρ διέταξε τὴν ἐκκαθάρισιν τῶν καταυλισμῶν, ὁπότε πολλοὶ ἐτραυματίσθησαν. Τὸ γεγονὸς συνεκλόνισε τὴν κοινὴν γνώμην καὶ συνετέλεσεν εἰς τὴν ἧτταν τοῦ Προέδρου Χοῦβερ. Ἡ «πορεία τῶν πτωχῶν», τὴν ὁποίαν ὀργανώνουν σήμερον αἱ ὀργανώσεις ὑπὲρ τῶν πολιτικῶν δικαιωμάτων, ἐντάσσεται εἰς τὴν μακρὰν αὐτὴν παράδοσιν. Οἱ διοργανωταὶ ἐπιδιώκουν νὰ ἐπισύρουν τὴν προσοχὴν τῆς Κυβερνήσεως καὶ τοῦ Κογκρέσσου εἰς τὰ προβλήματα τῆς πενίας. Τὸ 1963 ἡ μεγάλη πορεία πρὸς τὴν Οὐάσιγκτων συνεκέντρωσε περισσοτέρους ἀπὸ 200.000 ἀνθρώπους, οἱ ὁποῖοι ἤκουσαν τὸν ἱστορικὸν λόγον τοῦ Μάρτιν Λοῦθερ Κίνγκ. Ἡ πορεία ἐκείνη διεξήχθη εἰρηνικῶς καὶ ἐθεωρήθη σημαντικὸς σταθμὸς εἰς τὸν ἀγῶνα διὰ τὴν ἰσότητα. Αἱ ἀρχαὶ τῆς πρωτευούσης λαμβάνουν ἐκτεταμένα μέτρα ἀσφαλείας ἐν ὄψει τῆς νέας πορείας. Ἐξετάζονται τρόποι διὰ τὴν ἐξασφάλισιν καταλύματος εἰς τοὺς χιλιάδας διαδηλωτάς. Οἱ ὀργανωταὶ ὑπόσχονται ὅτι αἱ ἐκδηλώσεις θὰ εἶναι εἰρηνικαί. Πολλοὶ ὅμως ἐκφράζουν ἀνησυχίας διὰ πιθανὰ ἐπεισόδια, λαμβανομένων ὑπ' ὄψιν τῶν προσφάτων ταραχῶν εἰς διαφόρους πόλεις. Ἡ Κυβέρνησις παρακολουθεῖ στενῶς τὰς ἐξελίξεις καὶ ἐξετάζει τὰ αἰτήματα τῶν πτωχῶν πολιτῶν. «Ἠνωμένοι θὰ βαδίσωμεν», δηλοῦν οἱ ἡγέται τοῦ κινήματος, «μέχρις ὅτου εἰσακουσθοῦμεν». bbox=[1140, 1069, 1532, 1715]
inner-head: ΣΚΛΗΡΟΤΑΤΑΙ ΣΥΓΚΡΟΥΣΕΙΣ bbox=[1155, 1607, 1317, 1620]
story-plutonium: ΑΝΑΜΕΝΕΤΑΙ ΑΥΞΗΣΙΣ ΤΗΣ ΠΑΡΑΓΩΓΗΣ ΠΛΟΥΤΩΝΙΟΥ ΛΟΓΩ ΤΗΣ ΜΕΓΑΛΥΤΕΡΑΣ ΚΑΘΗΜΕΡΙΝΗΣ ΖΗΤΗΣΕΩΣ ΦΙΛΑΔΕΛΦΕΙΑ, 25. (Ἰδ. ὑπηρ.). — Ἡ παραγωγὴ πλουτωνίου εἰς τὰς Ἡνωμένας Πολιτείας ἀναμένεται νὰ αὐξηθῇ κατὰ τὰ προσεχῆ ἔτη, λόγῳ τῆς μεγαλυτέρας ζητήσεως διὰ τοὺς πυρηνικοὺς ἀντιδραστῆρας παραγωγῆς ἐνεργείας. Οἱ ἀντιδραστῆρες οὗτοι πολλαπλασιάζονται ταχέως. Σύμφωνα μὲ ἐκτιμήσεις τῆς Ἐπιτροπῆς Ἀτομικῆς Ἐνεργείας, ἡ ζήτησις θὰ διπλασιασθῇ μέχρι τὸ 1975. Τὸ πλουτώνιον χρησιμοποιεῖται ὡς καύσιμον καὶ ἡ ἀξία του εἶναι πολὺ μεγάλη. Ἐξετάζονται μέθοδοι διὰ τὴν ἀσφαλῆ διακίνησίν του. bbox=[8, 1997, 391, 2122]
section-head: Αἱ ἐπενδύσεις bbox=[595, 1128, 850, 1146]
headline: Οἱ Ἀμερικανοὶ περιορίζουν τὰς ἐπενδύσεις ἐξωτερικοῦ bbox=[595, 81, 1116, 173]
story-hospitals: ΕΝΩ ΑΛΛΟΤΕ ΚΑΤΕΙΧΕ ΤΑ ΠΡΩΤΕΙΑ Ἀδυνατοῦν καὶ εἰς Ἀγγλίαν τὰ νοσηλευτικὰ ἱδρύματα νὰ ἐξυπηρετήσουν τὸ κοινόν ΤΕΡΑΣΤΙΑ ΚΕΝΑ ΤΩΝ ΥΠΗΡΕΣΙΩΝ ΑΠΗΡΧΑΙΩΜΕΝΑ ΤΑ ΝΟΣΟΚΟΜΕΙΑ ΛΟΝΔΙΝΟΝ, 25. (Ἰδ. Ὑπηρ.). — Ἡ Βρεταννία, ἡ ὁποία ὑπῆρξε πρωτοπόρος εἰς τὴν δημιουργίαν ἐθνικῆς ὑπηρεσίας ὑγείας, ἀντιμετωπίζει σήμερον σοβαρὰ προβλήματα εἰς τὸν τομέα τῆς νοσοκομειακῆς περιθάλψεως. Τὰ περισσότερα νοσοκομεῖα τῆς χώρας εἶναι ἀπηρχαιωμένα, κτισμένα πρὸ πολλῶν δεκαετιῶν, καὶ δὲν ἀνταποκρίνονται εἰς τὰς σημερινὰς ἀνάγκας. Ὁ ἀριθμὸς τῶν κλινῶν εἶναι ἀνεπαρκὴς καὶ οἱ ἀσθενεῖς ἀναμένουν ἐπὶ μῆνας διὰ νὰ εἰσαχθοῦν. ΑΝΙΣΟΜΕΤΡΙΑ ΚΡΙΣΙΣ Ἡ ἔλλειψις ἰατρῶν καὶ νοσηλευτικοῦ προσωπικοῦ ἐπιδεινώνει τὴν κατάστασιν. Πολλοὶ νέοι ἰατροὶ μεταναστεύουν εἰς τὰς Ἡνωμένας Πολιτείας καὶ τὸν Καναδᾶν, ὅπου αἱ ἀμοιβαὶ εἶναι σημαντικῶς ὑψηλότεραι. Ἡ Κυβέρνησις ἔχει ἐκπονήσει πρόγραμμα ἀνεγέρσεως νέων νοσοκομείων, ἀλλὰ ἡ ἐφαρμογή του προχωρεῖ μὲ βραδὺν ρυθμὸν λόγῳ τῶν οἰκονομικῶν δυσχερειῶν. Ὑπολογίζεται ὅτι θὰ χρειασθοῦν τουλάχιστον δέκα ἔτη διὰ νὰ ἐκσυγχρονισθῇ τὸ σύστημα. ΜΙΚΡΗ ΔΑΠΑΝΗ Μὲ πρόσφατον ἔρευναν διεπιστώθη ὅτι ἡ Βρεταννία διαθέτει διὰ τὴν ὑγείαν μικρότερον ποσοστὸν τοῦ ἐθνικοῦ εἰσοδήματος ἀπὸ ἄλλας εὐρωπαϊκὰς χώρας. Ἡ δαπάνη κατ' ἄτομον παραμένει χαμηλὴ καὶ αἱ ὑπηρεσίαι δὲν ἐπαρκοῦν. Οἱ ἀσθενεῖς παραπονοῦνται διὰ τὴν μακρὰν ἀναμονήν. bbox=[8, 753, 391, 1209]
headline: ΜΥΣΤΗΡΙΩΔΗΣ ΠΑΙΔΙΚΗ ΝΟΣΟΣ ΕΙΣ ΣΟΥΜΑΤΡΑΝ bbox=[419, 356, 555, 383]
subhead: ΤΟ ΣΥΝΤΗΡΗΤΙΚΟΝ ΚΟΜΜΑ ΠΡΟΤΕΙΝΕΙ ΧΩΡΙΣΤΗΝ ΒΟΥΛΗΝ ΔΙΑ ΤΑΣ ΥΠΟΘΕΣΕΙΣ ΤΗΣ ΣΚΩΤΙΑΣ ΩΣ ΦΡΑΓΜΟΝ ΕΙΣ ΤΑΣ ΕΠΙΔΙΩΞΕΙΣ ΑΔΙΑΛΛΑΚΤΩΝ ΑΥΤΟΝΟΜΙΣΤΩΝ bbox=[23, 192, 375, 261]
page-number: Σελίς 5 bbox=[1411, 37, 1534, 65]
dateline: ΛΟΝΔΙΝΟΝ, 25. (Ἰδ. Ὑπηρ.). bbox=[8, 987, 158, 997]
column-rule bbox=[1134, 43, 1135, 2296]
kicker: ΠΡΟΣ ΕΞΙΣΟΡΡΟΠΗΣΙΝ ΤΟΥ ΙΣΟΖΥΓΙΟΥ ΠΛΗΡΩΜΩΝ bbox=[653, 58, 1059, 74]
subhead: ΣΥΝΕΧΗΣ ΠΥΡΕΤΟΣ ΜΕΧΡΙΣ ΕΞΑΝΤΛΗΣΕΩΣ bbox=[408, 387, 566, 414]
subhead: ΥΠΕΡΑΚΟΥΣΤΙΚΟΥΣ ΑΝΤΙΛΑΜΒΑΝΕΤΑΙ ΤΑ ΝΟΗΜΑΤΑ, ΕΝΩ ΧΙΜΠΑΤΖΗΣ ΟΜΙΛΕΙ ΑΓΓΛΙΚΑ.- Η ΕΥΦΥΙΑ ΤΩΝ ΔΕΛΦΙΝΙΩΝ bbox=[13, 1613, 386, 1644]
subhead: ΟΙ «ΑΠΛΗΡΩΤΟΙ» ΣΤΡΑΤΙΩΤΑΙ ΚΑΙ ΑΙ ΠΡΩΤΑΙ ΦΕΜΙΝΙΣΤΡΙΑΙ bbox=[1175, 1256, 1499, 1302]
subhead: ΑΠΑΓΟΡΕΥΟΝΤΑΙ ΕΙΣ ΤΑΣ ΑΝΕΠΤΥΓΜΕΝΑΣ ΧΩΡΑΣ.- ΜΕΙΩΜΕΝΑΙ ΕΙΣ ΤΑΣ ΥΠΑΝΑΠΤΥΚΤΟΥΣ bbox=[629, 182, 1083, 265]
headline: ΔΙΚΗ ΥΠΕΥΘΥΝΩΝ ΔΙΑ ΤΟΝ ΘΑΝΑΤΟΝ 13 ΥΠΟΔΙΚΩΝ bbox=[402, 610, 572, 641]
column-rule bbox=[397, 43, 398, 1247]
story-animal-language: ΔΙΑ ΝΑ ΣΥΝΕΝΝΟΟΥΜΕΘΑ ΕΥΧΕΡΩΣ Λεξικὸν τῆς γλώσσης τῶν... ζώων ἤρχισε νὰ συντάσσεται ὑπὸ Ἀμερικανῶν φυσιοδιφῶν ΥΠΕΡΑΚΟΥΣΤΙΚΟΥΣ ΑΝΤΙΛΑΜΒΑΝΕΤΑΙ ΤΑ ΝΟΗΜΑΤΑ, ΕΝΩ ΧΙΜΠΑΤΖΗΣ ΟΜΙΛΕΙ ΑΓΓΛΙΚΑ.- Η ΕΥΦΥΙΑ ΤΩΝ ΔΕΛΦΙΝΙΩΝ ΝΕΑ ΥΟΡΚΗ, 25. (Ἰδ. ὑπηρ.). — Ὁμὰς Ἀμερικανῶν φυσιοδιφῶν ἤρχισε τὴν σύνταξιν λεξικοῦ τῶν ἤχων ποὺ χρησιμοποιοῦν τὰ ζῷα διὰ νὰ ἐπικοινωνοῦν μεταξύ των. Μὲ τὴν βοήθειαν εὐαισθήτων μαγνητοφώνων κατεγράφησαν χιλιάδες κραυγαί, σφυρίγματα καὶ ἄλλοι ἦχοι. Ἰδιαιτέρα προσοχὴ δίδεται εἰς τὰ δελφίνια, τὰ ὁποῖα θεωροῦνται ἐκ τῶν εὐφυεστέρων ζῴων. Τὰ δελφίνια ἐκπέμπουν ὑπερηχητικὰ σήματα τὰ ὁποῖα δὲν ἀκούει ὁ ἄνθρωπος. Εἰς ἓν ἐργαστήριον τῆς Καλιφορνίας ἕνας χιμπατζῆς κατώρθωσε νὰ προφέρῃ μερικὰς ἀγγλικὰς λέξεις, ὕστερα ἀπὸ μακρὰν ἐκπαίδευσιν. Οἱ ἐρευνηταὶ πιστεύουν ὅτι μὲ τὴν πάροδον τοῦ χρόνου θὰ εἶναι δυνατὴ ἡ κατανόησις τῆς «γλώσσης» πολλῶν ζῴων. Τὸ λεξικὸν θὰ περιλαμβάνῃ τοὺς ἤχους πτηνῶν, θηλαστικῶν καὶ ἐντόμων. Ἡ ἐργασία θεωρεῖται πρωτοποριακὴ καὶ ἐνδέχεται νὰ ἀνοίξῃ νέους ὁρίζοντας εἰς τὴν βιολογίαν. bbox=[8, 1467, 391, 1788]
kicker: ΠΑΡΑ ΤΟ ΠΕΡΑΣΜΑ ΤΩΝ ΑΙΩΝΩΝ bbox=[64, 34, 334, 52]
headline: 900.000.000 ΔΟΛΛΑΡΙΑ ΤΑ ΓΑΛΛΙΚΑ ΑΠΟΘΕΜΑΤΑ ΕΙΣ ΤΟ ΔΙΕΘΝΕΣ ΝΟΜΙΣΜΑΤΙΚΟΝ ΤΑΜΕΙΟΝ bbox=[407, 38, 567, 90]
story-divider bbox=[402, 351, 572, 352]
